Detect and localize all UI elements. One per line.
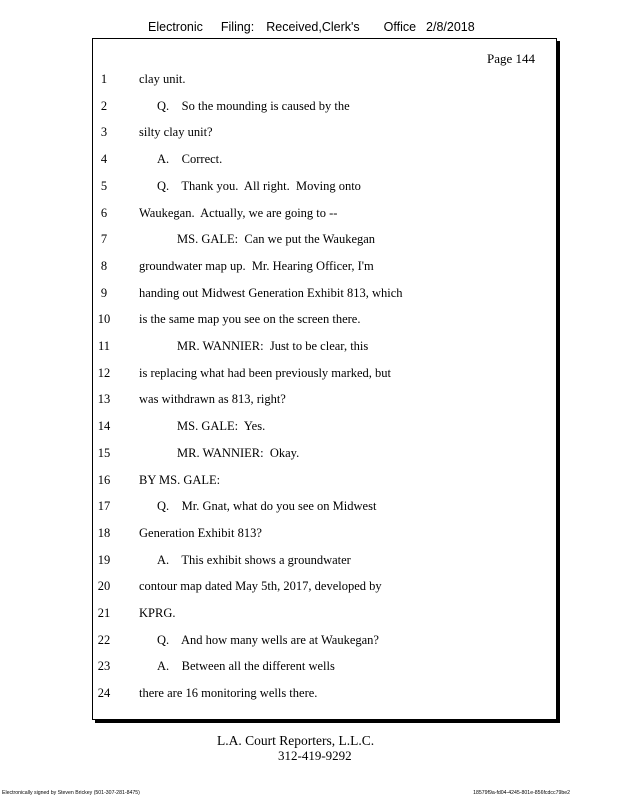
line-text: silty clay unit? [139, 125, 213, 140]
transcript-line [0, 339, 618, 359]
line-text: A. Correct. [157, 152, 223, 167]
transcript-line [0, 392, 618, 412]
line-text: MR. WANNIER: Just to be clear, this [177, 339, 369, 353]
line-text: handing out Midwest Generation Exhibit 813, which [139, 285, 403, 300]
line-text: contour map dated May 5th, 2017, developed by [139, 579, 382, 594]
transcript-line [0, 179, 618, 199]
header-filing: Filing: [220, 20, 255, 34]
line-number: 9 [100, 285, 108, 300]
filing-header [148, 20, 475, 34]
line-text: groundwater map up. Mr. Hearing Officer, I'm [139, 258, 374, 273]
line-number: 20 [97, 579, 111, 594]
line-number: 22 [97, 632, 111, 647]
line-number: 18 [97, 525, 111, 540]
header-office: Office [383, 20, 417, 34]
transcript-line [0, 232, 618, 252]
line-text: MS. GALE: Can we put the Waukegan [177, 232, 376, 247]
line-text: there are 16 monitoring wells there. [139, 686, 318, 701]
line-number: 15 [97, 445, 111, 460]
header-received: Received,Clerk's [266, 20, 360, 34]
line-text: A. Between all the different wells [157, 659, 335, 674]
line-text: is the same map you see on the screen there. [139, 312, 361, 327]
header-electronic: Electronic [148, 20, 203, 34]
transcript-line [0, 286, 618, 306]
line-number: 6 [100, 205, 108, 220]
transcript-line [0, 553, 618, 573]
page-number: Page 144 [487, 51, 536, 66]
transcript-line [0, 99, 618, 119]
line-text: A. This exhibit shows a groundwater [157, 552, 351, 567]
line-number: 4 [100, 152, 108, 167]
line-text: BY MS. GALE: [139, 472, 221, 487]
transcript-line [0, 125, 618, 145]
transcript-line [0, 152, 618, 172]
line-number: 2 [100, 98, 108, 113]
line-text: was withdrawn as 813, right? [139, 392, 286, 407]
transcript-line [0, 473, 618, 493]
header-date: 2/8/2018 [426, 20, 475, 34]
line-number: 14 [97, 419, 111, 434]
line-text: Q. Thank you. All right. Moving onto [157, 178, 361, 193]
transcript-line [0, 606, 618, 626]
line-text: clay unit. [139, 72, 186, 86]
line-number: 11 [97, 339, 111, 353]
transcript-line [0, 526, 618, 546]
document-hash: 18579f9a-fd04-4245-801e-856fcdcc79be2 [473, 790, 570, 796]
line-number: 5 [100, 178, 108, 193]
line-number: 1 [100, 72, 108, 86]
transcript-line [0, 419, 618, 439]
electronic-signature: Electronically signed by Steven Brickey (501-307-281-8475) [2, 790, 140, 796]
transcript-line [0, 633, 618, 653]
transcript-line [0, 579, 618, 599]
line-number: 10 [97, 312, 111, 327]
transcript-line [0, 499, 618, 519]
line-text: KPRG. [139, 606, 176, 620]
line-number: 23 [97, 659, 111, 674]
line-text: Q. Mr. Gnat, what do you see on Midwest [157, 499, 377, 514]
transcript-line [0, 312, 618, 332]
transcript-line [0, 659, 618, 679]
line-number: 7 [100, 232, 108, 247]
reporter-company: L.A. Court Reporters, L.L.C. [217, 733, 375, 748]
line-number: 21 [97, 606, 111, 620]
line-text: MR. WANNIER: Okay. [177, 445, 300, 460]
line-text: is replacing what had been previously marked, but [139, 365, 392, 380]
transcript-line [0, 206, 618, 226]
reporter-phone: 312-419-9292 [278, 748, 352, 763]
transcript-line [0, 366, 618, 386]
line-text: MS. GALE: Yes. [177, 419, 266, 434]
line-text: Waukegan. Actually, we are going to -- [139, 205, 338, 220]
line-number: 13 [97, 392, 111, 407]
line-number: 24 [97, 686, 111, 701]
transcript-line [0, 446, 618, 466]
line-text: Generation Exhibit 813? [139, 525, 262, 540]
line-number: 17 [97, 499, 111, 514]
transcript-line [0, 259, 618, 279]
transcript-line [0, 686, 618, 706]
line-number: 16 [97, 472, 111, 487]
line-text: Q. So the mounding is caused by the [157, 98, 350, 113]
line-text: Q. And how many wells are at Waukegan? [157, 632, 379, 647]
line-number: 12 [97, 365, 111, 380]
line-number: 3 [100, 125, 108, 140]
line-number: 19 [97, 552, 111, 567]
line-number: 8 [100, 258, 108, 273]
transcript-line [0, 72, 618, 92]
